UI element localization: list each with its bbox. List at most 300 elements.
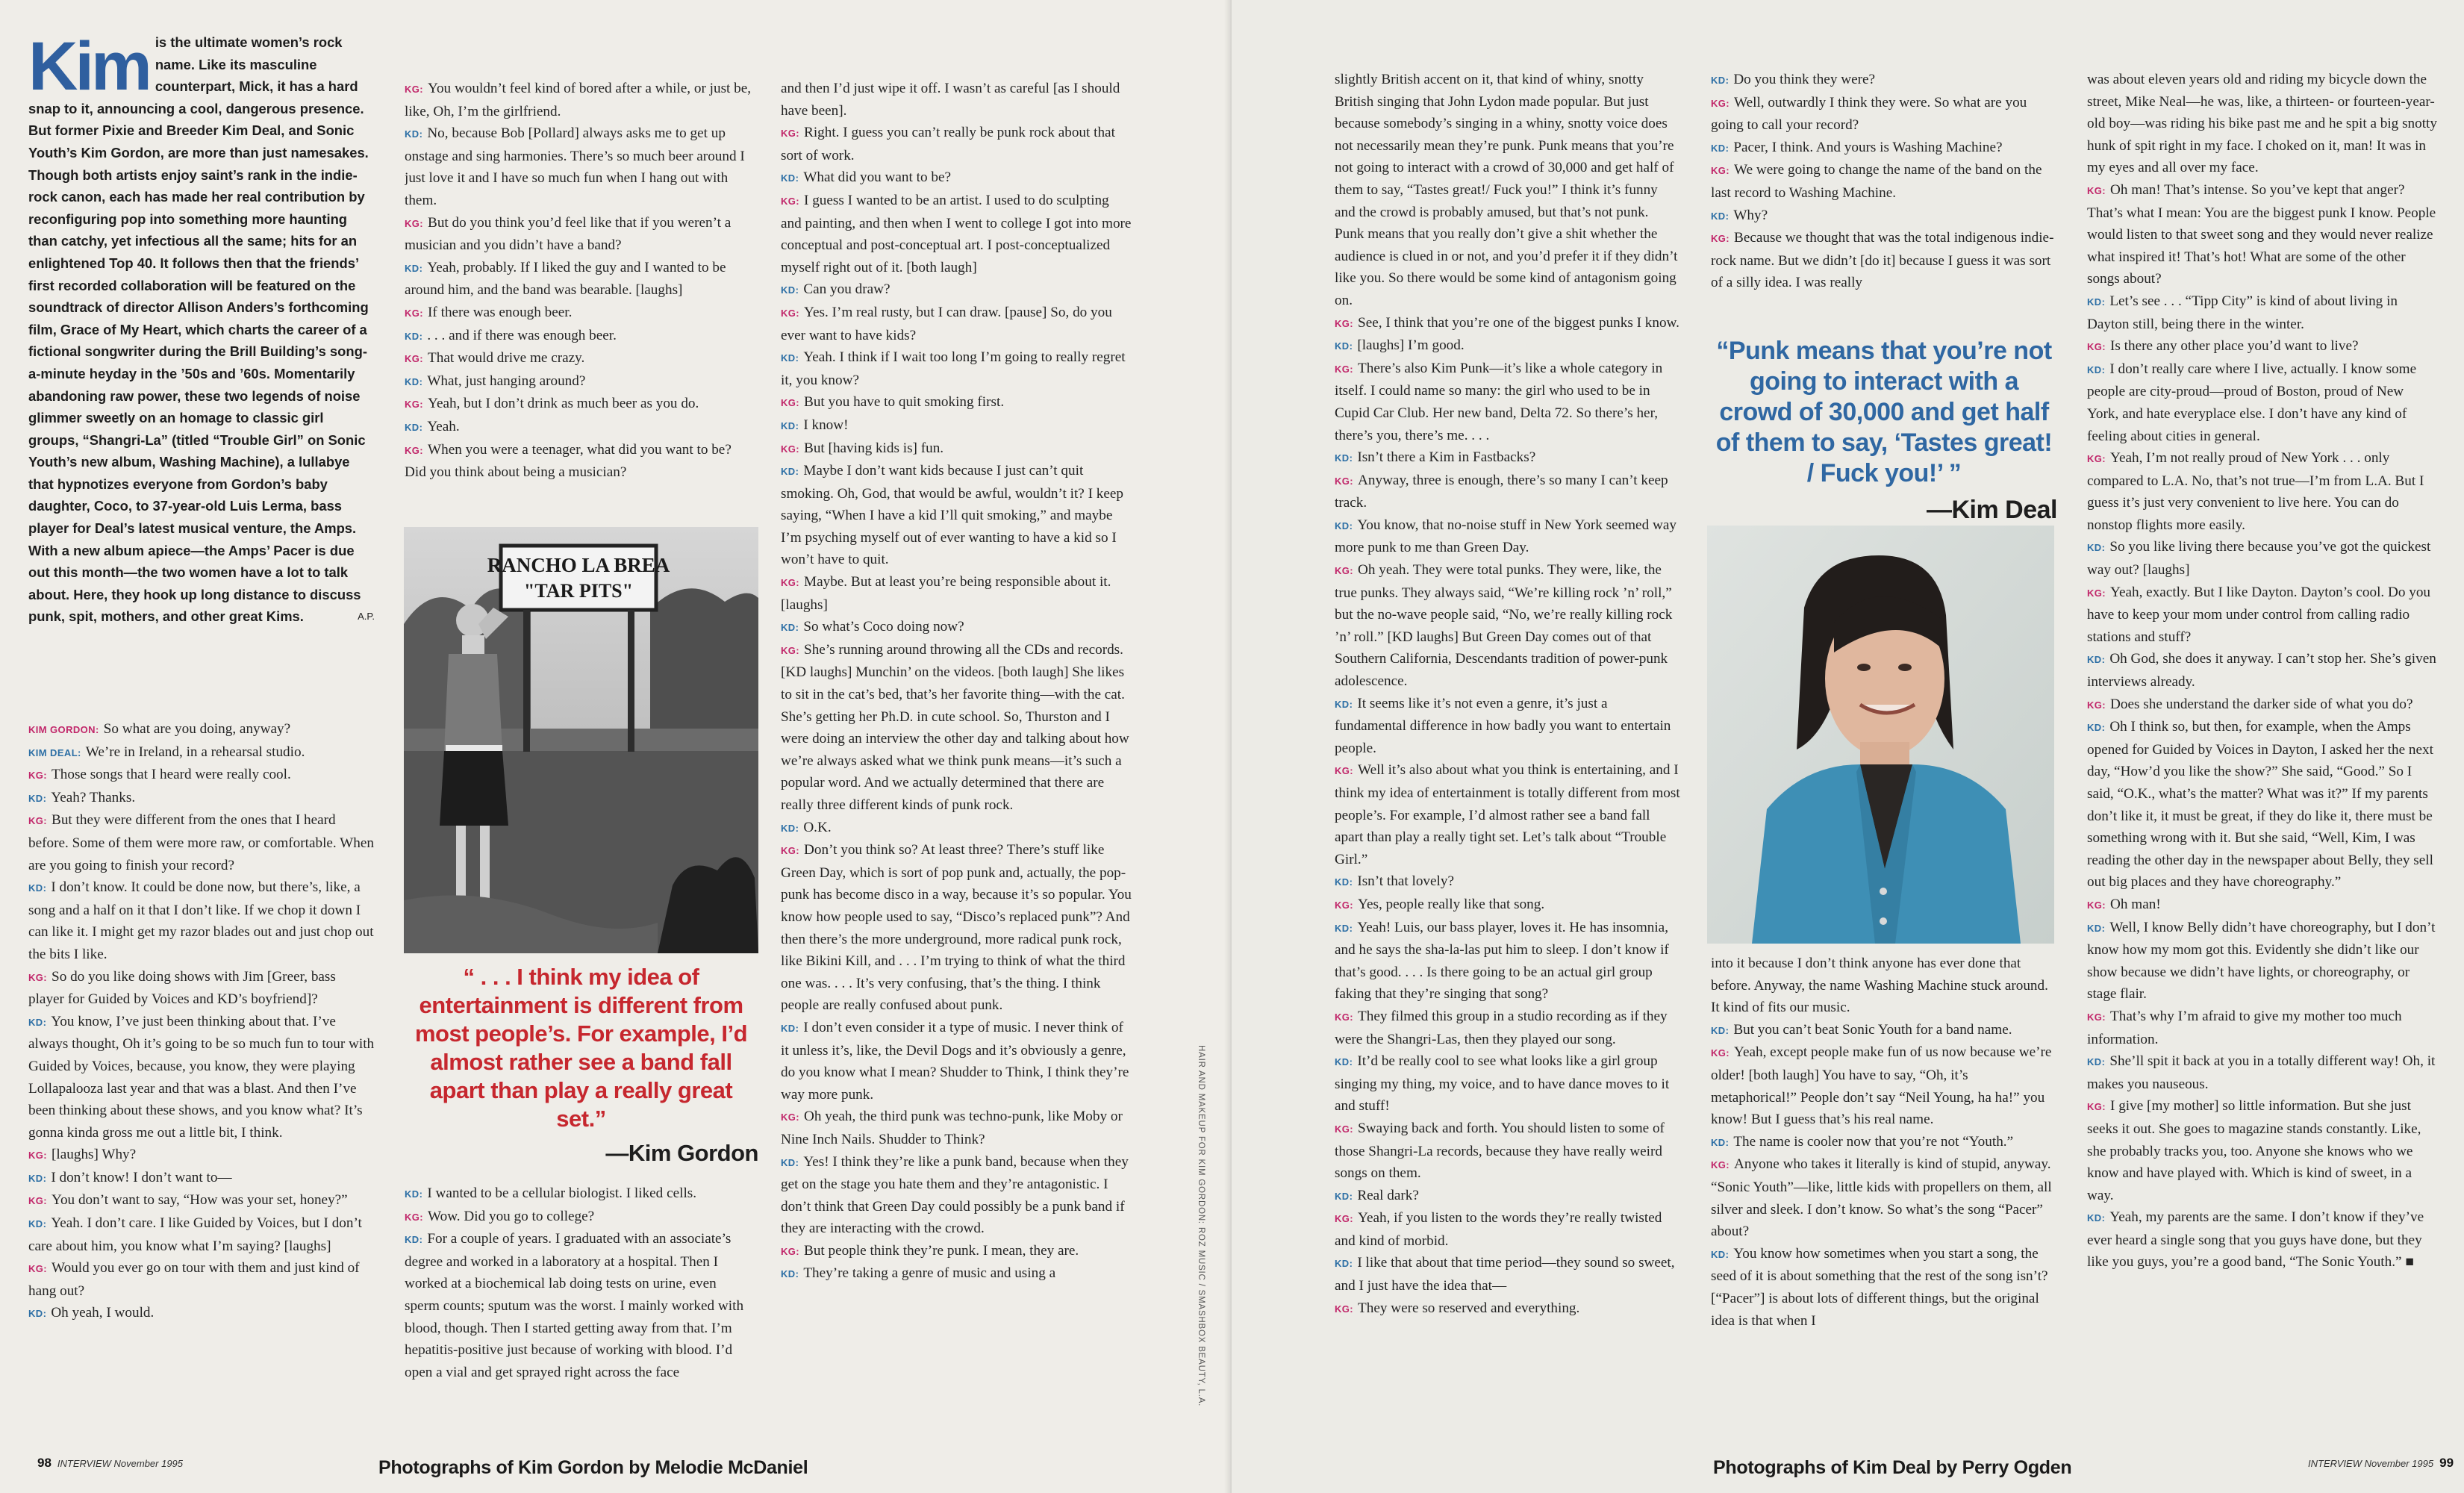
speaker-label: KG:: [2087, 699, 2106, 711]
dialogue-text: I wanted to be a cellular biologist. I liked cells.: [427, 1185, 697, 1201]
speaker-label: KD:: [1711, 1136, 1730, 1148]
speaker-label: KG:: [28, 1195, 48, 1207]
dialogue-line: [1711, 1041, 2057, 1130]
dialogue-text: Right. I guess you can’t really be punk rock about that sort of work.: [781, 125, 1115, 163]
dialogue-text: For a couple of years. I graduated with an associate’s degree and worked in a laboratory at a hospital. Then I worked at a biochemical lab doing tests on urine, even sperm counts; sputum was the worst. I mainly worked with blood, though. Then I started getting away from that. I’m hepatitis-positive just because of working with blood. I’d open a vial and get sprayed right across the face: [405, 1231, 744, 1380]
dialogue-line: [1711, 1243, 2057, 1332]
speaker-label: KD:: [1711, 1024, 1730, 1036]
dialogue-line: [1711, 1019, 2057, 1042]
dialogue-line: [781, 278, 1132, 302]
speaker-label: KG:: [2087, 899, 2106, 911]
dialogue-line: [28, 1189, 375, 1212]
dialogue-text: I know!: [803, 417, 849, 433]
speaker-label: KG:: [405, 84, 424, 95]
dialogue-line: [28, 1212, 375, 1257]
dialogue-line: [2087, 179, 2438, 290]
speaker-label: KG:: [28, 971, 48, 983]
column-6: [2087, 69, 2438, 1435]
dialogue-text: We’re in Ireland, in a rehearsal studio.: [85, 744, 305, 760]
dialogue-text: Maybe I don’t want kids because I just can’t quit smoking. Oh, God, that would be awful, wouldn’t it? I keep saying, “When I have a kid I’ll quit smoking,” and maybe I’m psyching myself out of ever wanting to have a kid so I won’t have to quit.: [781, 463, 1124, 568]
dialogue-text: I don’t really care where I live, actually. I know some people are city-proud—proud of Boston, proud of New York, and hate everyplace else. I don’t have any kind of feeling about cities in general.: [2087, 361, 2417, 444]
dialogue-text: But you can’t beat Sonic Youth for a band name.: [1733, 1021, 2012, 1038]
intro-paragraph: [28, 28, 375, 628]
speaker-label: KD:: [781, 284, 799, 296]
footer-left: [31, 1456, 183, 1471]
speaker-label: KG:: [1335, 765, 1354, 777]
dialogue-text: [laughs] Why?: [52, 1147, 137, 1163]
dialogue-text: Well, outwardly I think they were. So what are you going to call your record?: [1711, 94, 2027, 134]
speaker-label: KD:: [28, 1172, 47, 1184]
dialogue-line: [781, 639, 1132, 817]
dialogue-line: [405, 122, 752, 211]
speaker-label: KD:: [28, 792, 47, 804]
dialogue-line: [1335, 894, 1681, 917]
dialogue-text: It’d be really cool to see what looks like a girl group singing my thing, my voice, and to have dance moves to it and stuff!: [1335, 1053, 1670, 1115]
kim-title-word: Kim: [28, 28, 149, 105]
dialogue-text: Oh yeah, the third punk was techno-punk, like Moby or Nine Inch Nails. Shudder to Think?: [781, 1109, 1123, 1147]
dialogue-line: [781, 437, 1132, 461]
speaker-label: KD:: [28, 882, 47, 894]
dialogue-text: So you like living there because you’ve got the quickest way out? [laughs]: [2087, 539, 2431, 579]
sign-line-2: "TAR PITS": [523, 580, 634, 602]
speaker-label: KD:: [781, 622, 799, 634]
speaker-label: KD:: [781, 466, 799, 478]
dialogue-text: Oh man!: [2110, 896, 2161, 912]
dialogue-line: [781, 1106, 1132, 1150]
dialogue-line: [405, 370, 752, 393]
dialogue-text: Yeah, but I don’t drink as much beer as you do.: [428, 396, 699, 412]
speaker-label: KD:: [781, 172, 799, 184]
dialogue-line: [1711, 69, 2057, 92]
speaker-label: KD:: [2087, 542, 2106, 554]
dialogue-text: O.K.: [803, 819, 832, 835]
dialogue-line: [405, 439, 752, 484]
dialogue-text: Yeah. I think if I wait too long I’m going to really regret it, you know?: [781, 349, 1126, 388]
dialogue-text: I like that about that time period—they sound so sweet, and I just have the idea that—: [1335, 1255, 1675, 1294]
speaker-label: KG:: [28, 770, 48, 782]
speaker-label: KD:: [1335, 922, 1353, 934]
dialogue-text: You know, that no-noise stuff in New York seemed way more punk to me than Green Day.: [1335, 517, 1677, 556]
dialogue-text: You don’t want to say, “How was your set, honey?”: [52, 1192, 348, 1209]
speaker-label: KG:: [405, 1211, 424, 1223]
dialogue-text: Don’t you think so? At least three? There’s stuff like Green Day, which is sort of pop punk and, actually, the pop-punk has become disco in a way, because it’s so popular. You know how people used to say, “Disco’s replaced punk”? And then there’s the more underground, more radical punk rock, like Bikini Kill, and . . . I’m trying to think of what the third one was. . . . It’s very confusing, that’s the thing. I think people are really confused about punk.: [781, 842, 1132, 1014]
dialogue-line: [405, 1206, 752, 1229]
dialogue-line: [2087, 1095, 2438, 1206]
speaker-label: KD:: [405, 262, 423, 274]
speaker-label: KD:: [2087, 364, 2106, 375]
page-number-right: 99: [2439, 1456, 2454, 1470]
dialogue-line: [781, 460, 1132, 571]
speaker-label: KG:: [2087, 184, 2106, 196]
dialogue-text: Yeah, probably. If I liked the guy and I wanted to be around him, and the band was bearable. [laughs]: [405, 259, 726, 299]
speaker-label: KD:: [1711, 75, 1730, 86]
dialogue-text: . . . and if there was enough beer.: [427, 327, 617, 343]
dialogue-text: I don’t know. It could be done now, but there’s, like, a song and a half on it that I don’t like. If we chop it down I can like it. I might get my razor blades out and just chop out the bits I like.: [28, 879, 374, 962]
speaker-label: KD:: [2087, 654, 2106, 666]
speaker-label: KG:: [2087, 341, 2106, 353]
dialogue-line: [405, 1228, 752, 1383]
left-page: [0, 0, 1230, 1493]
dialogue-text: You know, I’ve just been thinking about that. I’ve always thought, Oh it’s going to be so much fun to tour with Guided by Voices, because, you know, they were playing Lollapalooza last year and that was a blast. And then I’ve been thinking about these shows, and you know what? It’s gonna kinda gross me out a little bit, I think.: [28, 1013, 375, 1141]
dialogue-text: No, because Bob [Pollard] always asks me to get up onstage and sing harmonies. There’s so much beer around I just love it and I have so much fun when I hang out with them.: [405, 125, 745, 208]
dialogue-text: Can you draw?: [803, 281, 891, 298]
speaker-label: KG:: [405, 307, 424, 319]
dialogue-line: [405, 257, 752, 302]
speaker-label: KD:: [781, 1156, 799, 1168]
dialogue-line: [1335, 693, 1681, 760]
dialogue-line: [1335, 1050, 1681, 1118]
speaker-label: KD:: [1335, 520, 1353, 532]
speaker-label: KD:: [781, 352, 799, 364]
speaker-label: KD:: [781, 1268, 799, 1280]
speaker-label: KD:: [405, 375, 423, 387]
speaker-label: KG:: [781, 845, 800, 857]
dialogue-text: What did you want to be?: [803, 169, 951, 186]
dialogue-line: [2087, 290, 2438, 335]
dialogue-text: Yeah! Luis, our bass player, loves it. He has insomnia, and he says the sha-la-las put him to sleep. I don’t know if that’s good. . . . Is there going to be an actual girl group faking that they’re singing that song?: [1335, 919, 1669, 1003]
footer-right: [2308, 1456, 2460, 1471]
dialogue-line: [405, 78, 752, 122]
dialogue-text: See, I think that you’re one of the biggest punks I know.: [1358, 314, 1679, 331]
column-1: [28, 718, 375, 1435]
speaker-label: KG:: [1711, 233, 1730, 245]
speaker-label: KG:: [1335, 317, 1354, 329]
speaker-label: KD:: [405, 1234, 423, 1246]
dialogue-text: into it because I don’t think anyone has ever done that before. Anyway, the name Washing Machine stuck around. It kind of fits our music.: [1711, 956, 2048, 1016]
speaker-label: KG:: [1335, 1123, 1354, 1135]
column-5-top: [1711, 69, 2057, 334]
dialogue-line: [781, 346, 1132, 391]
speaker-label: KG:: [2087, 587, 2106, 599]
column-5-bottom: [1711, 953, 2057, 1435]
speaker-label: KG:: [781, 128, 800, 140]
dialogue-text: Well, I know Belly didn’t have choreography, but I don’t know how my mom got this. Evidently she didn’t like our show because we didn’t have lights, or choreography, or stage flair.: [2087, 919, 2436, 1003]
dialogue-line: [1335, 917, 1681, 1006]
speaker-label: KG:: [781, 307, 800, 319]
photo-credit-right: Photographs of Kim Deal by Perry Ogden: [1713, 1457, 2072, 1478]
dialogue-text: We were going to change the name of the band on the last record to Washing Machine.: [1711, 162, 2042, 201]
speaker-label: KG:: [781, 397, 800, 409]
dialogue-text: But you have to quit smoking first.: [804, 394, 1005, 411]
dialogue-text: Yeah.: [427, 418, 460, 434]
right-page: [1232, 0, 2464, 1493]
dialogue-text: Yeah, exactly. But I like Dayton. Dayton’s cool. Do you have to keep your mom under control from calling radio stations and stuff?: [2087, 584, 2431, 645]
dialogue-text: So do you like doing shows with Jim [Greer, bass player for Guided by Voices and KD’s boyfriend]?: [28, 968, 336, 1008]
dialogue-text: Yeah, I’m not really proud of New York . . . only compared to L.A. No, that’s not true—I’m from L.A. But I guess it’s just very convenient to live here. You can do nonstop flights more easily.: [2087, 450, 2424, 533]
speaker-label: KG:: [405, 217, 424, 229]
speaker-label: KD:: [2087, 922, 2106, 934]
speaker-label: KD:: [1335, 698, 1353, 710]
dialogue-line: [1335, 69, 1681, 312]
dialogue-line: [1711, 953, 2057, 1019]
dialogue-line: [2087, 69, 2438, 179]
dialogue-line: [28, 1011, 375, 1144]
dialogue-text: Oh yeah, I would.: [51, 1305, 155, 1321]
dialogue-text: Yes! I think they’re like a punk band, because when they get on the stage you hate them and they’re antagonistic. I don’t think that Green Day could possibly be a punk band if they are interacting with the crowd.: [781, 1153, 1129, 1237]
speaker-label: KD:: [405, 1188, 423, 1200]
speaker-label: KG:: [1711, 97, 1730, 109]
dialogue-text: Yes. I’m real rusty, but I can draw. [pause] So, do you ever want to have kids?: [781, 304, 1112, 343]
speaker-label: KD:: [28, 1218, 47, 1230]
dialogue-line: [28, 1167, 375, 1190]
dialogue-text: She’ll spit it back at you in a totally different way! Oh, it makes you nauseous.: [2087, 1053, 2436, 1092]
dialogue-text: So what’s Coco doing now?: [803, 619, 964, 635]
dialogue-text: Does she understand the darker side of what you do?: [2110, 696, 2413, 712]
dialogue-text: Real dark?: [1357, 1187, 1419, 1203]
dialogue-line: [2087, 693, 2438, 717]
dialogue-text: But people think they’re punk. I mean, they are.: [804, 1242, 1079, 1259]
dialogue-line: [405, 347, 752, 370]
dialogue-text: Yeah? Thanks.: [51, 789, 136, 805]
dialogue-line: [781, 391, 1132, 414]
sign-line-1: RANCHO LA BREA: [487, 554, 670, 576]
dialogue-text: Oh God, she does it anyway. I can’t stop her. She’s given interviews already.: [2087, 651, 2436, 691]
speaker-label: KG:: [1335, 475, 1354, 487]
dialogue-line: [781, 817, 1132, 840]
dialogue-text: You wouldn’t feel kind of bored after a while, or just be, like, Oh, I’m the girlfriend.: [405, 81, 752, 119]
speaker-label: KG:: [2087, 1101, 2106, 1113]
speaker-label: KD:: [2087, 296, 2106, 308]
speaker-label: KG:: [405, 444, 424, 456]
dialogue-text: Oh man! That’s intense. So you’ve kept that anger? That’s what I mean: You are the biggest punk I know. People would listen to that sweet song and they would never realize what inspired it! That’s hot! What are some of the other songs about?: [2087, 181, 2436, 287]
dialogue-line: [1335, 334, 1681, 358]
speaker-label: KG:: [1335, 1213, 1354, 1225]
dialogue-line: [1711, 137, 2057, 160]
dialogue-line: [28, 966, 375, 1011]
speaker-label: KD:: [405, 128, 423, 140]
speaker-label: KD:: [1335, 876, 1353, 888]
dialogue-line: [1335, 1006, 1681, 1050]
dialogue-text: Anyway, three is enough, there’s so many I can’t keep track.: [1335, 472, 1668, 511]
speaker-label: KD:: [781, 420, 799, 431]
intro-text: is the ultimate women’s rock name. Like its masculine counterpart, Mick, it has a hard snap to it, announcing a cool, dangerous presence. But former Pixie and Breeder Kim Deal, and Sonic Youth’s Kim Gordon, are more than just namesakes. Though both artists enjoy saint’s rank in the indie-rock canon, each has made her real contribution by reconfiguring pop into something more haunting than catchy, yet infectious all the same; hits for an enlightened Top 40. It follows then that the friends’ first recorded collaboration will be featured on the soundtrack of director Allison Anders’s forthcoming film, Grace of My Heart, which charts the career of a fictional songwriter during the Brill Building’s song-a-minute heyday in the ’50s and ’60s. Momentarily abandoning raw power, these two legends of noise glimmer sweetly on an homage to classic girl groups, “Shangri-La” (titled “Trouble Girl” on Sonic Youth’s new album, Washing Machine), a lullabye that hypnotizes everyone from Gordon’s baby daughter, Coco, to 37-year-old Luis Lerma, bass player for Deal’s latest musical venture, the Amps. With a new album apiece—the Amps’ Pacer is due out this month—the two women have a lot to talk about. Here, they hook up long distance to discuss punk, spit, mothers, and other great Kims.: [28, 34, 369, 625]
dialogue-line: [28, 787, 375, 810]
dialogue-text: was about eleven years old and riding my bicycle down the street, Mike Neal—he was, like, a thirteen- or fourteen-year-old boy—was riding his bike past me and he spit a big snotty hunk of spit right in my face. I choked on it, man! It was in my eyes and all over my face.: [2087, 72, 2437, 176]
dialogue-line: [781, 166, 1132, 190]
dialogue-line: [28, 876, 375, 965]
dialogue-text: Yeah. I don’t care. I like Guided by Voices, but I don’t care about him, you know what I’m saying? [laughs]: [28, 1215, 362, 1254]
dialogue-text: Is there any other place you’d want to live?: [2110, 338, 2359, 355]
dialogue-line: [781, 190, 1132, 278]
dialogue-line: [28, 764, 375, 787]
dialogue-line: [781, 1151, 1132, 1240]
dialogue-line: [781, 571, 1132, 616]
dialogue-text: If there was enough beer.: [428, 304, 573, 320]
dialogue-text: Do you think they were?: [1733, 72, 1876, 87]
dialogue-line: [1711, 92, 2057, 137]
speaker-label: KG:: [1335, 899, 1354, 911]
dialogue-line: [2087, 1006, 2438, 1050]
kim-gordon-photo-image: [404, 527, 758, 953]
dialogue-line: [781, 414, 1132, 437]
speaker-label: KIM GORDON:: [28, 724, 99, 735]
dialogue-line: [1711, 205, 2057, 228]
dialogue-line: [28, 809, 375, 876]
dialogue-text: When you were a teenager, what did you want to be? Did you think about being a musician?: [405, 441, 732, 481]
speaker-label: KD:: [1335, 1056, 1353, 1068]
dialogue-line: [781, 1240, 1132, 1263]
dialogue-text: But do you think you’d feel like that if you weren’t a musician and you didn’t have a band?: [405, 214, 732, 254]
dialogue-line: [1335, 514, 1681, 559]
speaker-label: KD:: [1335, 452, 1353, 464]
speaker-label: KG:: [405, 399, 424, 411]
dialogue-text: slightly British accent on it, that kind of whiny, snotty British singing that John Lydon made popular. But just because somebody’s singing in a whiny, snotty voice does not necessarily mean they’re punk. Punk means that you’re not going to interact with a crowd of 30,000 and get half of them to say, “Tastes great!/ Fuck you!” I think it’s funny and the crowd is probably amused, but that’s not punk. Punk means that you really don’t give a shit whether the audience is clued in or not, and you’d prefer it if they didn’t like you. So there would be some kind of antagonism going on.: [1335, 72, 1678, 308]
dialogue-line: [1335, 1118, 1681, 1185]
dialogue-text: They’re taking a genre of music and using a: [803, 1265, 1056, 1282]
dialogue-line: [28, 741, 375, 764]
speaker-label: KD:: [28, 1016, 47, 1028]
dialogue-line: [781, 302, 1132, 346]
dialogue-line: [781, 78, 1132, 122]
speaker-label: KG:: [1335, 363, 1354, 375]
dialogue-text: Those songs that I heard were really cool.: [52, 767, 291, 783]
pull-quote-right-text: “Punk means that you’re not going to interact with a crowd of 30,000 and get half of them to say, ‘Tastes great! / Fuck you!’ ”: [1715, 337, 2053, 487]
dialogue-text: What, just hanging around?: [427, 373, 586, 389]
speaker-label: KG:: [28, 1150, 48, 1162]
dialogue-line: [1711, 227, 2057, 294]
dialogue-line: [2087, 335, 2438, 358]
dialogue-line: [2087, 648, 2438, 693]
column-4: [1335, 69, 1681, 1435]
speaker-label: KD:: [2087, 1212, 2106, 1224]
dialogue-text: She’s running around throwing all the CDs and records. [KD laughs] Munchin’ on the videos. [both laugh] She likes to sit in the cat’s bed, that’s her favorite thing—with the cat. She’s getting her Ph.D. in cute school. So, Thurston and I were doing an interview the other day and talking about how we’re always asked what we think punk means—it’s such a popular word. And we actually determined that there are really three different kinds of punk rock.: [781, 641, 1129, 813]
dialogue-line: [781, 616, 1132, 639]
dialogue-text: So what are you doing, anyway?: [103, 721, 291, 737]
speaker-label: KG:: [781, 195, 800, 207]
speaker-label: KG:: [28, 815, 48, 827]
speaker-label: KD:: [2087, 1056, 2106, 1068]
magazine-name-left: INTERVIEW November 1995: [57, 1458, 184, 1469]
dialogue-line: [405, 1182, 752, 1206]
dialogue-line: [2087, 716, 2438, 894]
column-2-top: [405, 78, 752, 503]
dialogue-text: The name is cooler now that you’re not “Youth.”: [1733, 1133, 2014, 1150]
dialogue-text: Oh yeah. They were total punks. They were, like, the true punks. They always said, “We’re killing rock ’n’ roll,” but the no-wave people said, “No, we’re really killing rock ’n’ roll.” [KD laughs] But Green Day comes out of that Southern California, Descendants tradition of power-punk adolescence.: [1335, 562, 1673, 690]
dialogue-text: Yeah, except people make fun of us now because we’re older! [both laugh] You have to say, “Oh, it’s metaphorical!” People don’t say “Neil Young, ha ha!” you know! But I guess that’s his real name.: [1711, 1044, 2052, 1128]
dialogue-text: [laughs] I’m good.: [1357, 337, 1465, 354]
dialogue-line: [1335, 559, 1681, 693]
dialogue-line: [1335, 759, 1681, 870]
dialogue-line: [28, 1302, 375, 1325]
dialogue-line: [2087, 447, 2438, 536]
column-2-bottom: [405, 1182, 752, 1435]
dialogue-text: Why?: [1733, 207, 1768, 223]
speaker-label: KG:: [781, 644, 800, 656]
speaker-label: KD:: [2087, 722, 2106, 734]
speaker-label: KG:: [1711, 1047, 1730, 1059]
dialogue-text: But they were different from the ones that I heard before. Some of them were more raw, or comfortable. When are you going to finish your record?: [28, 812, 374, 873]
dialogue-text: Well it’s also about what you think is entertaining, and I think my idea of entertainment is totally different from most people’s. For example, I’d almost rather see a band fall apart than play a really tight set. Let’s talk about “Trouble Girl.”: [1335, 762, 1680, 867]
speaker-label: KG:: [1711, 165, 1730, 177]
dialogue-text: They filmed this group in a studio recording as if they were the Shangri-Las, then they played our song.: [1335, 1008, 1668, 1047]
dialogue-text: That’s why I’m afraid to give my mother too much information.: [2087, 1008, 2402, 1047]
speaker-label: KD:: [1711, 210, 1730, 222]
speaker-label: KG:: [2087, 1011, 2106, 1023]
dialogue-text: Yeah, if you listen to the words they’re really twisted and kind of morbid.: [1335, 1210, 1662, 1249]
dialogue-line: [2087, 582, 2438, 649]
dialogue-text: They were so reserved and everything.: [1358, 1300, 1580, 1316]
speaker-label: KD:: [1335, 1258, 1353, 1270]
dialogue-line: [28, 718, 375, 741]
dialogue-text: You know how sometimes when you start a song, the seed of it is about something that the rest of the song isn’t? [“Pacer”] is about lots of different things, but the original idea is that when I: [1711, 1245, 2048, 1329]
speaker-label: KG:: [1335, 565, 1354, 577]
dialogue-line: [1711, 1153, 2057, 1242]
kim-gordon-photo: [404, 527, 758, 953]
dialogue-text: That would drive me crazy.: [428, 350, 585, 367]
dialogue-text: Would you ever go on tour with them and just kind of hang out?: [28, 1260, 360, 1299]
side-credit: HAIR AND MAKEUP FOR KIM GORDON: ROZ MUSIC / SMASHBOX BEAUTY, L.A.: [1197, 1045, 1206, 1407]
dialogue-line: [781, 1262, 1132, 1285]
dialogue-line: [781, 839, 1132, 1017]
dialogue-text: Yes, people really like that song.: [1358, 896, 1545, 912]
page-number-left: 98: [37, 1456, 52, 1470]
dialogue-text: Swaying back and forth. You should listen to some of those Shangri-La records, because they have really weird songs on them.: [1335, 1120, 1665, 1182]
dialogue-line: [405, 212, 752, 257]
dialogue-line: [1335, 358, 1681, 446]
dialogue-text: and then I’d just wipe it off. I wasn’t as careful [as I should have been].: [781, 81, 1120, 119]
dialogue-line: [1335, 446, 1681, 470]
pull-quote-left-attribution: —Kim Gordon: [605, 1140, 758, 1166]
speaker-label: KD:: [405, 330, 423, 342]
dialogue-line: [2087, 1050, 2438, 1095]
dialogue-text: Pacer, I think. And yours is Washing Machine?: [1733, 139, 2003, 155]
kim-deal-photo: [1707, 526, 2054, 944]
dialogue-text: But [having kids is] fun.: [804, 440, 944, 456]
dialogue-line: [2087, 1206, 2438, 1274]
intro-byline: A.P.: [358, 611, 375, 623]
dialogue-text: Oh I think so, but then, for example, when the Amps opened for Guided by Voices in Dayton, I asked her the next day, “How’d you like the show?” She said, “Good.” So I said, “O.K., what’s the matter? What was it?” If my parents don’t like it, it must be great, if they do like it, there must be something wrong with it. But she said, “Well, Kim, I was reading the other day in the newspaper about Belly, they sell out big places and they have choreography.”: [2087, 719, 2433, 891]
dialogue-text: Isn’t that lovely?: [1357, 873, 1454, 890]
speaker-label: KG:: [781, 1245, 800, 1257]
dialogue-text: Yeah, my parents are the same. I don’t know if they’ve ever heard a single song that you guys have done, but they like you guys, you’re a good band, “The Sonic Youth.” ■: [2087, 1209, 2424, 1271]
dialogue-text: I don’t know! I don’t want to—: [51, 1169, 232, 1185]
dialogue-text: Let’s see . . . “Tipp City” is kind of about living in Dayton still, being there in the winter.: [2087, 293, 2398, 332]
dialogue-line: [405, 325, 752, 348]
column-3: [781, 78, 1132, 1435]
speaker-label: KG:: [2087, 453, 2106, 465]
speaker-label: KD:: [28, 1308, 47, 1320]
dialogue-line: [1711, 1131, 2057, 1154]
speaker-label: KG:: [781, 1112, 800, 1123]
speaker-label: KD:: [781, 822, 799, 834]
speaker-label: KD:: [1335, 340, 1353, 352]
dialogue-line: [1335, 870, 1681, 894]
dialogue-text: I give [my mother] so little information. But she just seeks it out. She goes to magazine stands constantly. Like, she probably tracks you, too. Anyone she knows who we know and have played with. Which is kind of sweet, in a way.: [2087, 1098, 2421, 1203]
speaker-label: KD:: [1711, 142, 1730, 154]
dialogue-text: I guess I wanted to be an artist. I used to do sculpting and painting, and then when I went to college I got into more conceptual and post-conceptual art. I post-conceptualized myself right out of it. [both laugh]: [781, 192, 1132, 275]
dialogue-text: Because we thought that was the total indigenous indie-rock name. But we didn’t [do it] because I guess it was sort of a silly idea. I was really: [1711, 230, 2054, 291]
dialogue-text: Isn’t there a Kim in Fastbacks?: [1357, 449, 1536, 466]
pull-quote-left: [404, 963, 758, 1168]
dialogue-line: [405, 416, 752, 439]
speaker-label: KG:: [1711, 1159, 1730, 1171]
dialogue-line: [2087, 536, 2438, 581]
dialogue-text: There’s also Kim Punk—it’s like a whole category in itself. I could name so many: the girl who used to be in Cupid Car Club. Her new band, Delta 72. So there’s her, there’s you, there’s me. . . .: [1335, 360, 1663, 443]
pull-quote-right-attribution: —Kim Deal: [1927, 496, 2057, 524]
kim-deal-photo-image: [1707, 526, 2054, 944]
dialogue-line: [1335, 1252, 1681, 1297]
photo-credit-left: Photographs of Kim Gordon by Melodie McDaniel: [378, 1457, 808, 1478]
dialogue-text: It seems like it’s not even a genre, it’s just a fundamental difference in how badly you want to entertain people.: [1335, 695, 1671, 756]
speaker-label: KG:: [28, 1263, 48, 1275]
magazine-name-right: INTERVIEW November 1995: [2308, 1458, 2434, 1469]
speaker-label: KD:: [781, 1022, 799, 1034]
dialogue-line: [2087, 917, 2438, 1006]
dialogue-line: [1335, 1297, 1681, 1321]
dialogue-line: [2087, 894, 2438, 917]
pull-quote-left-text: “ . . . I think my idea of entertainment is different from most people’s. For example, I’d almost rather see a band fall apart than play a really great set.”: [414, 964, 748, 1132]
dialogue-line: [405, 393, 752, 416]
